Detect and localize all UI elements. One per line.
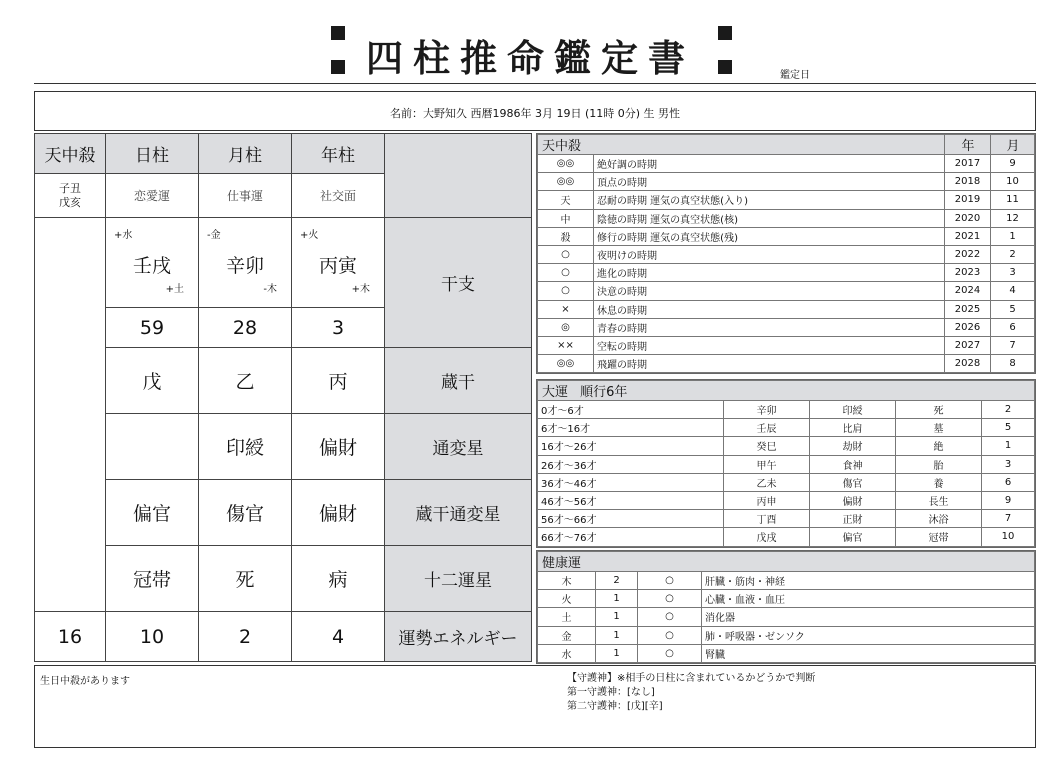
- header-month-pillar: 月柱: [199, 134, 292, 174]
- taiun-row: [538, 528, 1035, 546]
- header-tenchusatsu: 天中殺: [35, 134, 106, 174]
- tenchusatsu-row: [538, 173, 1035, 191]
- row-mark: ◎◎: [538, 173, 594, 191]
- row-description: 夜明けの時期: [594, 245, 945, 263]
- month-number: 28: [199, 308, 292, 348]
- month-twelve-star: 死: [199, 546, 292, 612]
- notes-remark: 生日中殺があります: [40, 676, 130, 687]
- year-ganzhi: 丙寅: [318, 255, 357, 277]
- total-energy: 16: [35, 612, 106, 662]
- row-year: 2021: [945, 227, 991, 245]
- label-kanshi: 干支: [385, 218, 532, 348]
- year-ganzhi-cell: [292, 218, 385, 308]
- taiun-star: 劫財: [810, 437, 896, 455]
- pillars-table: [34, 133, 532, 662]
- taiun-age: 66才～76才: [538, 528, 724, 546]
- row-month: 4: [991, 282, 1035, 300]
- label-zokan: 蔵干: [385, 348, 532, 414]
- taiun-twelve: 絶: [896, 437, 982, 455]
- taiun-energy: 2: [982, 401, 1035, 419]
- document-title: 四柱推命鑑定書: [366, 37, 695, 80]
- tenchusatsu-row: [538, 264, 1035, 282]
- health-row: [538, 626, 1035, 644]
- health-row: [538, 590, 1035, 608]
- health-row: [538, 572, 1035, 590]
- row-description: 忍耐の時期 運気の真空状態(入り): [594, 191, 945, 209]
- taiun-subtitle: 順行6年: [580, 385, 628, 400]
- taiun-ganzhi: 甲午: [724, 455, 810, 473]
- row-month: 12: [991, 209, 1035, 227]
- tenchusatsu-row: [538, 209, 1035, 227]
- tenchusatsu-row: [538, 155, 1035, 173]
- row-mark: ○: [538, 245, 594, 263]
- row-month: 8: [991, 355, 1035, 373]
- taiun-energy: 10: [982, 528, 1035, 546]
- row-year: 2027: [945, 336, 991, 354]
- taiun-row: [538, 510, 1035, 528]
- taiun-star: 食神: [810, 455, 896, 473]
- row-month: 11: [991, 191, 1035, 209]
- month-energy: 2: [199, 612, 292, 662]
- label-tsuhen: 通変星: [385, 414, 532, 480]
- taiun-twelve: 冠帯: [896, 528, 982, 546]
- day-ganzhi-cell: [106, 218, 199, 308]
- taiun-header: [538, 381, 1035, 401]
- title-mark-top-right: [718, 26, 732, 40]
- row-year: 2020: [945, 209, 991, 227]
- taiun-twelve: 長生: [896, 491, 982, 509]
- row-year: 2025: [945, 300, 991, 318]
- row-month: 2: [991, 245, 1035, 263]
- health-organs: 肺・呼吸器・ゼンソク: [702, 626, 1035, 644]
- row-year: 2019: [945, 191, 991, 209]
- taiun-energy: 7: [982, 510, 1035, 528]
- tenchusatsu-list-title: 天中殺: [538, 135, 945, 155]
- day-ganzhi: 壬戌: [132, 255, 171, 277]
- row-description: 休息の時期: [594, 300, 945, 318]
- tenchusatsu-row: [538, 282, 1035, 300]
- row-description: 飛躍の時期: [594, 355, 945, 373]
- taiun-star: 正財: [810, 510, 896, 528]
- taiun-ganzhi: 辛卯: [724, 401, 810, 419]
- taiun-twelve: 養: [896, 473, 982, 491]
- taiun-row: [538, 437, 1035, 455]
- month-hidden-stem: 乙: [199, 348, 292, 414]
- row-mark: ◎◎: [538, 155, 594, 173]
- row-description: 決意の時期: [594, 282, 945, 300]
- taiun-star: 偏財: [810, 491, 896, 509]
- tenchusatsu-row: [538, 300, 1035, 318]
- row-mark: ◎: [538, 318, 594, 336]
- row-year: 2022: [945, 245, 991, 263]
- month-ganzhi: 辛卯: [225, 255, 264, 277]
- taiun-row: [538, 401, 1035, 419]
- taiun-ganzhi: 丙申: [724, 491, 810, 509]
- guardian-title: 【守護神】※相手の日柱に含まれているかどうかで判断: [567, 673, 816, 684]
- year-twelve-star: 病: [292, 546, 385, 612]
- profile-text: 名前：大野知久 西暦1986年 3月 19日 (11時 0分) 生 男性: [389, 107, 681, 120]
- row-year: 2023: [945, 264, 991, 282]
- fortune-social: 社交面: [292, 174, 385, 218]
- row-mark: ○: [538, 264, 594, 282]
- taiun-energy: 5: [982, 419, 1035, 437]
- taiun-age: 56才～66才: [538, 510, 724, 528]
- tenchusatsu-row: [538, 245, 1035, 263]
- health-count: 1: [596, 590, 638, 608]
- taiun-age: 26才～36才: [538, 455, 724, 473]
- row-mark: ×: [538, 300, 594, 318]
- taiun-twelve: 死: [896, 401, 982, 419]
- row-month: 10: [991, 173, 1035, 191]
- header-day-pillar: 日柱: [106, 134, 199, 174]
- row-description: 進化の時期: [594, 264, 945, 282]
- taiun-row: [538, 491, 1035, 509]
- row-year: 2018: [945, 173, 991, 191]
- health-mark: ○: [638, 608, 702, 626]
- taiun-age: 0才～6才: [538, 401, 724, 419]
- taiun-age: 36才～46才: [538, 473, 724, 491]
- day-number: 59: [106, 308, 199, 348]
- row-month: 6: [991, 318, 1035, 336]
- row-description: 空転の時期: [594, 336, 945, 354]
- health-count: 2: [596, 572, 638, 590]
- taiun-ganzhi: 乙未: [724, 473, 810, 491]
- taiun-star: 印綬: [810, 401, 896, 419]
- health-organs: 心臓・血液・血圧: [702, 590, 1035, 608]
- health-mark: ○: [638, 626, 702, 644]
- label-energy: 運勢エネルギー: [385, 612, 532, 662]
- row-year: 2026: [945, 318, 991, 336]
- day-stem-sign: +水: [114, 230, 133, 241]
- health-mark: ○: [638, 572, 702, 590]
- row-month: 1: [991, 227, 1035, 245]
- row-description: 青春の時期: [594, 318, 945, 336]
- health-element: 土: [538, 608, 596, 626]
- day-branch-sign: +土: [165, 284, 184, 295]
- taiun-row: [538, 455, 1035, 473]
- taiun-age: 16才～26才: [538, 437, 724, 455]
- guardian-second: 第二守護神：[戊][辛]: [567, 701, 663, 712]
- guardian-section: [567, 672, 815, 714]
- health-count: 1: [596, 626, 638, 644]
- health-count: 1: [596, 608, 638, 626]
- month-hidden-star: 傷官: [199, 480, 292, 546]
- taiun-energy: 6: [982, 473, 1035, 491]
- tenchusatsu-row: [538, 355, 1035, 373]
- year-hidden-star: 偏財: [292, 480, 385, 546]
- health-organs: 肝臓・筋肉・神経: [702, 572, 1035, 590]
- taiun-ganzhi: 丁酉: [724, 510, 810, 528]
- health-mark: ○: [638, 644, 702, 662]
- health-row: [538, 644, 1035, 662]
- col-year-header: 年: [945, 135, 991, 155]
- month-branch-sign: -木: [263, 284, 277, 295]
- health-element: 金: [538, 626, 596, 644]
- taiun-title: 大運: [542, 385, 569, 400]
- row-year: 2017: [945, 155, 991, 173]
- row-month: 5: [991, 300, 1035, 318]
- health-element: 木: [538, 572, 596, 590]
- row-description: 陰徳の時期 運気の真空状態(核): [594, 209, 945, 227]
- tenchusatsu-blank: [35, 218, 106, 612]
- row-description: 絶好調の時期: [594, 155, 945, 173]
- row-mark: 天: [538, 191, 594, 209]
- taiun-energy: 9: [982, 491, 1035, 509]
- year-star: 偏財: [292, 414, 385, 480]
- taiun-twelve: 沐浴: [896, 510, 982, 528]
- taiun-ganzhi: 壬辰: [724, 419, 810, 437]
- guardian-first: 第一守護神：[なし]: [567, 687, 655, 698]
- title-mark-top-left: [331, 26, 345, 40]
- row-mark: ××: [538, 336, 594, 354]
- col-month-header: 月: [991, 135, 1035, 155]
- taiun-twelve: 胎: [896, 455, 982, 473]
- health-organs: 腎臓: [702, 644, 1035, 662]
- row-description: 修行の時期 運気の真空状態(残): [594, 227, 945, 245]
- month-stem-sign: -金: [207, 230, 221, 241]
- taiun-star: 比肩: [810, 419, 896, 437]
- health-element: 水: [538, 644, 596, 662]
- day-twelve-star: 冠帯: [106, 546, 199, 612]
- health-mark: ○: [638, 590, 702, 608]
- day-hidden-star: 偏官: [106, 480, 199, 546]
- appraisal-date-label: 鑑定日: [780, 70, 810, 81]
- row-description: 頂点の時期: [594, 173, 945, 191]
- row-mark: 中: [538, 209, 594, 227]
- row-year: 2024: [945, 282, 991, 300]
- month-ganzhi-cell: [199, 218, 292, 308]
- title-mark-bottom-left: [331, 60, 345, 74]
- label-twelve: 十二運星: [385, 546, 532, 612]
- taiun-energy: 1: [982, 437, 1035, 455]
- health-organs: 消化器: [702, 608, 1035, 626]
- health-count: 1: [596, 644, 638, 662]
- year-branch-sign: +木: [351, 284, 370, 295]
- taiun-list: [536, 379, 1036, 548]
- taiun-star: 偏官: [810, 528, 896, 546]
- tenchusatsu-period: 子丑 戊亥: [35, 174, 106, 218]
- tenchusatsu-row: [538, 336, 1035, 354]
- year-energy: 4: [292, 612, 385, 662]
- profile-box: [34, 91, 1036, 131]
- fortune-love: 恋愛運: [106, 174, 199, 218]
- taiun-row: [538, 473, 1035, 491]
- row-month: 9: [991, 155, 1035, 173]
- tenchusatsu-row: [538, 227, 1035, 245]
- taiun-ganzhi: 戊戌: [724, 528, 810, 546]
- health-title: 健康運: [538, 552, 1035, 572]
- year-hidden-stem: 丙: [292, 348, 385, 414]
- taiun-age: 6才～16才: [538, 419, 724, 437]
- document-header: [0, 22, 1059, 80]
- title-divider: [34, 83, 1036, 84]
- day-star: [106, 414, 199, 480]
- header-blank: [385, 134, 532, 218]
- taiun-row: [538, 419, 1035, 437]
- notes-box: [34, 665, 1036, 748]
- health-row: [538, 608, 1035, 626]
- taiun-age: 46才～56才: [538, 491, 724, 509]
- year-number: 3: [292, 308, 385, 348]
- label-zokan-tsuhen: 蔵干通変星: [385, 480, 532, 546]
- row-year: 2028: [945, 355, 991, 373]
- taiun-ganzhi: 癸巳: [724, 437, 810, 455]
- day-hidden-stem: 戊: [106, 348, 199, 414]
- tenchusatsu-row: [538, 191, 1035, 209]
- tenchusatsu-list: [536, 133, 1036, 374]
- month-star: 印綬: [199, 414, 292, 480]
- fortune-work: 仕事運: [199, 174, 292, 218]
- row-month: 3: [991, 264, 1035, 282]
- health-list: [536, 550, 1036, 664]
- taiun-star: 傷官: [810, 473, 896, 491]
- taiun-energy: 3: [982, 455, 1035, 473]
- year-stem-sign: +火: [300, 230, 319, 241]
- row-mark: ○: [538, 282, 594, 300]
- day-energy: 10: [106, 612, 199, 662]
- tenchusatsu-row: [538, 318, 1035, 336]
- row-month: 7: [991, 336, 1035, 354]
- row-mark: ◎◎: [538, 355, 594, 373]
- header-year-pillar: 年柱: [292, 134, 385, 174]
- title-mark-bottom-right: [718, 60, 732, 74]
- health-element: 火: [538, 590, 596, 608]
- taiun-twelve: 墓: [896, 419, 982, 437]
- row-mark: 殺: [538, 227, 594, 245]
